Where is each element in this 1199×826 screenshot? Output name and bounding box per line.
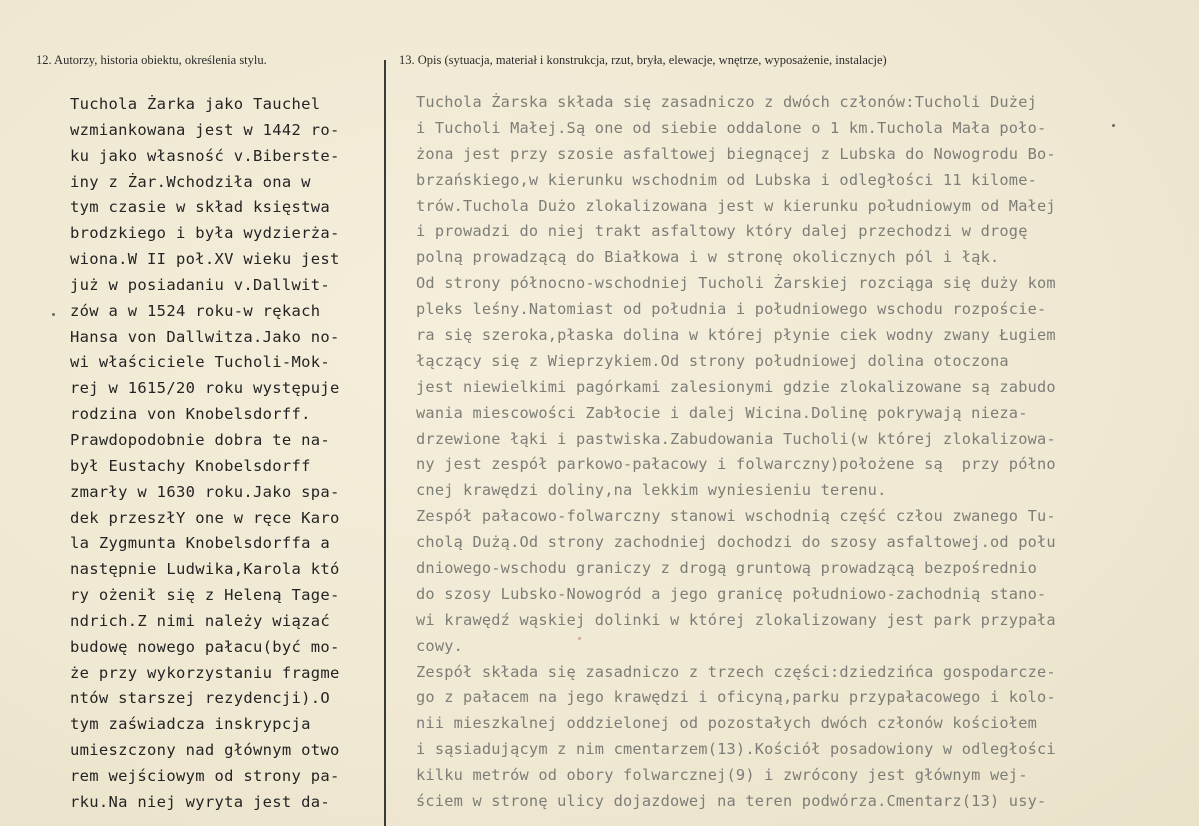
description-text-line: wania miescowości Zabłocie i dalej Wicina.Dolinę pokrywają nieza- — [416, 403, 1028, 422]
history-text-line: tym czasie w skład księstwa — [70, 198, 331, 217]
section-12-heading: 12. Autorzy, historia obiektu, określenia stylu. — [36, 53, 267, 67]
history-text-line: rku.Na niej wyryta jest da- — [70, 792, 331, 811]
description-text-line: do szosy Lubsko-Nowogród a jego granicę południowo-zachodnią stano- — [416, 584, 1047, 603]
description-text-line: i sąsiadującym z nim cmentarzem(13).Kościół posadowiony w odległości — [416, 740, 1056, 759]
description-text-line: Od strony północno-wschodniej Tucholi Żarskiej rozciąga się duży kom — [416, 274, 1056, 293]
history-text-line: wi właściciele Tucholi-Mok- — [70, 353, 331, 372]
paper-speck — [578, 637, 581, 640]
description-text-column — [416, 90, 1196, 815]
description-text-line: Zespół składa się zasadniczo z trzech części:dziedzińca gospodarcze- — [416, 662, 1056, 681]
history-text-line: Hansa von Dallwitza.Jako no- — [70, 327, 340, 346]
history-text-line: umieszczony nad głównym otwo — [70, 741, 340, 760]
history-text-line: ry ożenił się z Heleną Tage- — [70, 586, 340, 605]
history-text-line: rodzina von Knobelsdorff. — [70, 405, 311, 424]
paper-speck — [52, 313, 55, 316]
description-text-line: go z pałacem na jego krawędzi i oficyną,parku przypałacowego i kolo- — [416, 688, 1056, 707]
description-text-line: drzewione łąki i pastwiska.Zabudowania Tucholi(w której zlokalizowa- — [416, 429, 1056, 448]
history-text-line: rej w 1615/20 roku występuje — [70, 379, 340, 398]
description-text-line: jest niewielkimi pagórkami zalesionymi gdzie zlokalizowane są zabudo — [416, 377, 1056, 396]
history-text-line: ndrich.Z nimi należy wiązać — [70, 611, 331, 630]
description-text-line: wi krawędź wąskiej dolinki w której zlokalizowany jest park przypała — [416, 610, 1056, 629]
description-text-line: Tuchola Żarska składa się zasadniczo z dwóch członów:Tucholi Dużej — [416, 93, 1038, 111]
history-text-line: ntów starszej rezydencji).O — [70, 689, 331, 708]
description-text-line: żona jest przy szosie asfaltowej biegnącej z Lubska do Nowogrodu Bo- — [416, 144, 1056, 163]
description-text-line: cnej krawędzi doliny,na lekkim wyniesieniu terenu. — [416, 481, 887, 500]
history-text-line: tym zaświadcza inskrypcja — [70, 715, 311, 734]
history-text-line: następnie Ludwika,Karola któ — [70, 560, 340, 579]
paper-speck — [1112, 124, 1115, 127]
description-text-line: pleks leśny.Natomiast od południa i południowego wschodu rozpoście- — [416, 300, 1047, 319]
history-text-line: rem wejściowym od strony pa- — [70, 766, 340, 785]
description-text-line: cowy. — [416, 636, 464, 655]
column-divider — [384, 60, 386, 826]
history-text-line: zmarły w 1630 roku.Jako spa- — [70, 482, 340, 501]
history-text-line: był Eustachy Knobelsdorff — [70, 456, 311, 475]
history-text-line: wzmiankowana jest w 1442 ro- — [70, 120, 340, 139]
history-text-line: la Zygmunta Knobelsdorffa a — [70, 534, 331, 553]
description-text-line: brzańskiego,w kierunku wschodnim od Lubska i odległości 11 kilome- — [416, 170, 1038, 189]
description-text-line: i Tucholi Małej.Są one od siebie oddalone o 1 km.Tuchola Mała poło- — [416, 118, 1047, 137]
description-text-line: Zespół pałacowo-folwarczny stanowi wschodnią część człou zwanego Tu- — [416, 507, 1056, 526]
section-13-heading: 13. Opis (sytuacja, materiał i konstrukcja, rzut, bryła, elewacje, wnętrze, wyposażenie, instalacje) — [399, 53, 887, 67]
description-text-line: polną prowadzącą do Białkowa i w stronę okolicznych pól i łąk. — [416, 248, 1000, 267]
history-text-line: Tuchola Żarka jako Tauchel — [70, 95, 321, 113]
description-text-line: ny jest zespół parkowo-pałacowy i folwarczny)położene są przy półno — [416, 455, 1056, 474]
history-text-line: Prawdopodobnie dobra te na- — [70, 430, 331, 449]
history-text-line: budowę nowego pałacu(być mo- — [70, 637, 340, 656]
description-text-line: ściem w stronę ulicy dojazdowej na teren podwórza.Cmentarz(13) usy- — [416, 792, 1047, 811]
history-text-line: dek przeszłY one w ręce Karo — [70, 508, 340, 527]
description-text-line: kilku metrów od obory folwarcznej(9) i zwrócony jest głównym wej- — [416, 766, 1028, 785]
description-text-line: ra się szeroka,płaska dolina w której płynie ciek wodny zwany Ługiem — [416, 326, 1056, 345]
history-text-line: brodzkiego i była wydzierża- — [70, 224, 340, 243]
description-text-line: nii mieszkalnej oddzielonej od pozostałych dwóch członów kościołem — [416, 714, 1038, 733]
history-text-line: zów a w 1524 roku-w rękach — [70, 301, 321, 320]
history-text-line: że przy wykorzystaniu fragme — [70, 663, 340, 682]
history-text-line: iny z Żar.Wchodziła ona w — [70, 172, 311, 191]
description-text-line: cholą Dużą.Od strony zachodniej dochodzi do szosy asfaltowej.od połu — [416, 533, 1056, 552]
description-text-line: łączący się z Wieprzykiem.Od strony południowej dolina otoczona — [416, 351, 1009, 370]
description-text-line: dniowego-wschodu graniczy z drogą gruntową prowadzącą bezpośrednio — [416, 559, 1038, 578]
history-text-line: już w posiadaniu v.Dallwit- — [70, 275, 331, 294]
history-text-line: ku jako własność v.Biberste- — [70, 146, 340, 165]
history-text-column — [70, 92, 370, 816]
description-text-line: trów.Tuchola Dużo zlokalizowana jest w kierunku południowym od Małej — [416, 196, 1056, 215]
description-text-line: i prowadzi do niej trakt asfaltowy który dalej przechodzi w drogę — [416, 222, 1028, 241]
history-text-line: wiona.W II poł.XV wieku jest — [70, 250, 340, 269]
